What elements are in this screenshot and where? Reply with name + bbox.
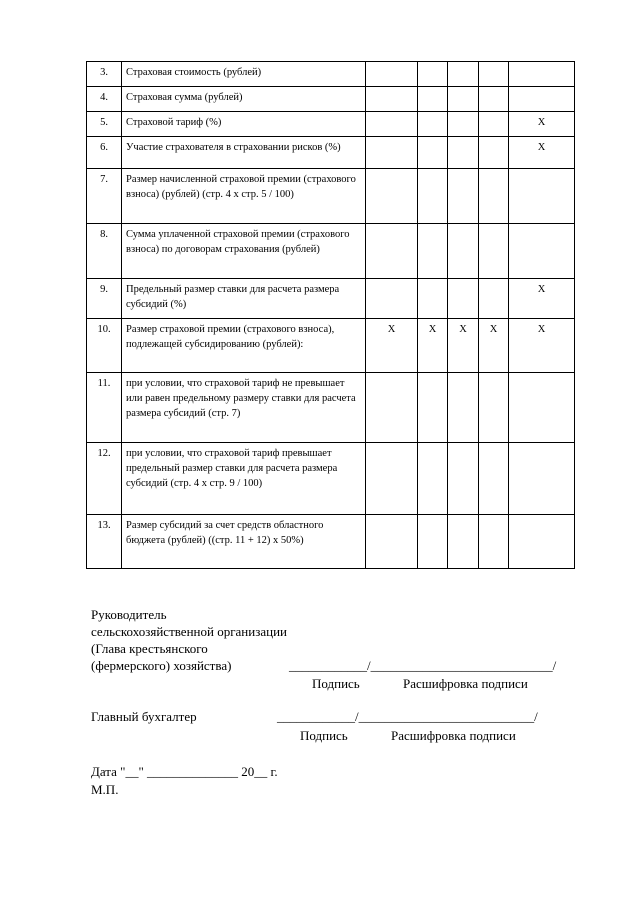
row-number: 12.	[87, 443, 122, 515]
value-cell: X	[418, 319, 448, 373]
value-cell	[479, 137, 509, 169]
value-cell	[479, 169, 509, 224]
value-cell	[366, 373, 418, 443]
row-description: Страховой тариф (%)	[122, 112, 366, 137]
table-row	[87, 319, 575, 373]
value-cell: X	[509, 319, 575, 373]
head-decoding-label: Расшифровка подписи	[403, 676, 528, 691]
row-number: 7.	[87, 169, 122, 224]
value-cell	[448, 443, 479, 515]
table-row	[87, 87, 575, 112]
value-cell	[479, 87, 509, 112]
stamp-mark: М.П.	[91, 782, 119, 797]
value-cell	[366, 62, 418, 87]
value-cell	[479, 443, 509, 515]
row-description: Страховая стоимость (рублей)	[122, 62, 366, 87]
value-cell	[366, 87, 418, 112]
value-cell	[448, 279, 479, 319]
value-cell	[366, 137, 418, 169]
head-title-line: Руководитель	[91, 607, 167, 622]
row-description: Участие страхователя в страховании рисков (%)	[122, 137, 366, 169]
value-cell	[418, 515, 448, 569]
value-cell: X	[479, 319, 509, 373]
value-cell	[509, 224, 575, 279]
head-title-line: (Глава крестьянского	[91, 641, 208, 656]
value-cell	[448, 112, 479, 137]
value-cell	[509, 62, 575, 87]
value-cell	[366, 279, 418, 319]
head-title-block	[91, 606, 287, 674]
value-cell: X	[509, 279, 575, 319]
table-row	[87, 515, 575, 569]
table-row	[87, 443, 575, 515]
value-cell	[509, 515, 575, 569]
row-number: 3.	[87, 62, 122, 87]
value-cell	[448, 137, 479, 169]
value-cell	[418, 87, 448, 112]
value-cell	[448, 169, 479, 224]
row-description: при условии, что страховой тариф превышает предельный размер ставки для расчета размера субсидий (стр. 4 х стр. 9 / 100)	[122, 443, 366, 515]
table-row	[87, 169, 575, 224]
value-cell	[418, 279, 448, 319]
head-signature-label: Подпись	[312, 676, 360, 691]
row-number: 10.	[87, 319, 122, 373]
value-cell: X	[509, 112, 575, 137]
insurance-subsidy-table	[86, 61, 575, 569]
value-cell	[479, 112, 509, 137]
value-cell	[366, 224, 418, 279]
accountant-signature-label: Подпись	[300, 728, 348, 743]
head-signature-blank: ____________/____________________________/	[289, 658, 557, 673]
row-description: Страховая сумма (рублей)	[122, 87, 366, 112]
value-cell	[479, 62, 509, 87]
value-cell	[366, 443, 418, 515]
value-cell: X	[448, 319, 479, 373]
value-cell	[418, 443, 448, 515]
value-cell	[418, 137, 448, 169]
accountant-label: Главный бухгалтер	[91, 709, 197, 724]
value-cell	[479, 224, 509, 279]
accountant-decoding-label: Расшифровка подписи	[391, 728, 516, 743]
value-cell	[509, 169, 575, 224]
row-number: 13.	[87, 515, 122, 569]
table-row	[87, 373, 575, 443]
value-cell	[479, 515, 509, 569]
table-row	[87, 62, 575, 87]
value-cell	[366, 112, 418, 137]
accountant-signature-blank: ____________/___________________________/	[277, 709, 538, 724]
row-number: 9.	[87, 279, 122, 319]
value-cell	[448, 224, 479, 279]
value-cell	[448, 62, 479, 87]
table-row	[87, 279, 575, 319]
row-number: 11.	[87, 373, 122, 443]
row-description: Размер начисленной страховой премии (страхового взноса) (рублей) (стр. 4 х стр. 5 / 100)	[122, 169, 366, 224]
value-cell: X	[509, 137, 575, 169]
value-cell	[479, 373, 509, 443]
row-description: Размер субсидий за счет средств областного бюджета (рублей) ((стр. 11 + 12) х 50%)	[122, 515, 366, 569]
value-cell	[366, 169, 418, 224]
value-cell	[479, 279, 509, 319]
table-row	[87, 137, 575, 169]
value-cell	[509, 443, 575, 515]
head-title-line: (фермерского) хозяйства)	[91, 658, 232, 673]
table-row	[87, 224, 575, 279]
value-cell	[448, 515, 479, 569]
table-row	[87, 112, 575, 137]
value-cell	[509, 373, 575, 443]
value-cell	[366, 515, 418, 569]
value-cell	[418, 112, 448, 137]
row-number: 6.	[87, 137, 122, 169]
row-description: при условии, что страховой тариф не превышает или равен предельному размеру ставки для расчета размера субсидий (стр. 7)	[122, 373, 366, 443]
value-cell	[448, 373, 479, 443]
date-line: Дата "__" ______________ 20__ г.	[91, 764, 278, 779]
value-cell: X	[366, 319, 418, 373]
row-description: Предельный размер ставки для расчета размера субсидий (%)	[122, 279, 366, 319]
row-description: Размер страховой премии (страхового взноса), подлежащей субсидированию (рублей):	[122, 319, 366, 373]
row-number: 5.	[87, 112, 122, 137]
value-cell	[418, 62, 448, 87]
row-number: 4.	[87, 87, 122, 112]
value-cell	[418, 169, 448, 224]
value-cell	[418, 373, 448, 443]
value-cell	[418, 224, 448, 279]
value-cell	[509, 87, 575, 112]
value-cell	[448, 87, 479, 112]
row-number: 8.	[87, 224, 122, 279]
head-title-line: сельскохозяйственной организации	[91, 624, 287, 639]
row-description: Сумма уплаченной страховой премии (страхового взноса) по договорам страхования (рублей)	[122, 224, 366, 279]
